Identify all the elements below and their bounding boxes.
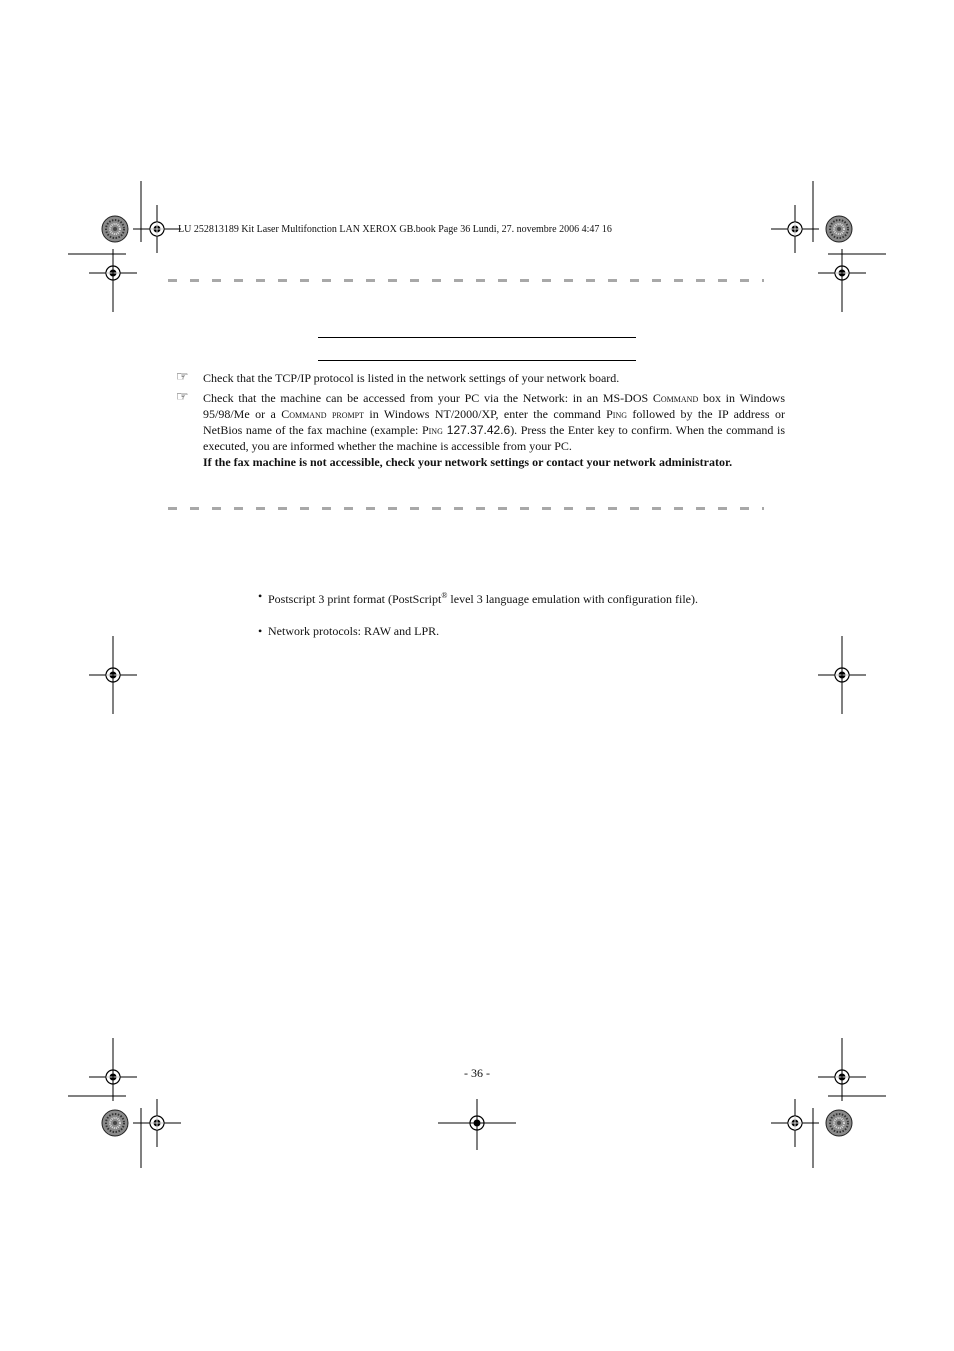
registration-star-icon	[826, 216, 852, 242]
tip-ping	[176, 390, 785, 470]
dashed-separator	[168, 279, 764, 282]
tip-bold-note: If the fax machine is not accessible, check your network settings or contact your network administrator.	[203, 455, 733, 469]
ping-command-term: Ping	[606, 407, 628, 421]
registration-crosshair-icon	[771, 1099, 819, 1147]
tip-text	[203, 390, 785, 470]
ip-example: 127.37.42.6	[442, 423, 511, 437]
registration-star-icon	[102, 1110, 128, 1136]
registration-crosshair-icon	[133, 1099, 181, 1147]
list-item	[258, 588, 708, 607]
title-rule-bottom	[318, 360, 636, 361]
registered-mark: ®	[441, 591, 448, 600]
tip-text-part: in Windows NT/2000/XP, enter the command	[363, 407, 607, 421]
bullet-marker: •	[258, 589, 263, 603]
pointing-hand-icon: ☞	[176, 370, 189, 385]
dashed-separator	[168, 507, 764, 510]
registration-star-icon	[102, 216, 128, 242]
registration-crosshair-icon	[771, 205, 819, 253]
list-item-text	[268, 588, 708, 607]
tip-text-part: Check that the machine can be accessed from your PC via the Network: in an MS-DOS	[203, 391, 653, 405]
registration-crosshair-icon	[133, 205, 181, 253]
list-item	[258, 623, 708, 639]
bullet-marker: •	[258, 624, 263, 638]
list-item-text-part: Postscript 3 print format (PostScript	[268, 592, 442, 606]
ping-example-term: Ping	[421, 423, 443, 437]
tip-text: Check that the TCP/IP protocol is listed in the network settings of your network board.	[203, 371, 620, 385]
title-rule-top	[318, 337, 636, 338]
page-number: - 36 -	[464, 1066, 490, 1080]
pointing-hand-icon: ☞	[176, 390, 189, 405]
header-file-info: LU 252813189 Kit Laser Multifonction LAN XEROX GB.book Page 36 Lundi, 27. novembre 2006 4:47 16	[178, 224, 612, 235]
tip-text-part: followed by the IP address or NetBios name of the fax machine (example:	[203, 407, 785, 437]
tip-tcpip	[176, 370, 785, 386]
registration-star-icon	[826, 1110, 852, 1136]
command-box-term: Command	[652, 391, 699, 405]
list-item-text-part: level 3 language emulation with configuration file).	[447, 592, 698, 606]
command-prompt-term: Command prompt	[281, 407, 364, 421]
tip-text-part: box in Windows 95/98/Me or a	[203, 391, 785, 421]
list-item-text: Network protocols: RAW and LPR.	[268, 624, 440, 638]
tip-text-part: ). Press the Enter key to confirm. When the command is executed, you are informed whether the machine is accessible from your PC.	[203, 423, 786, 453]
